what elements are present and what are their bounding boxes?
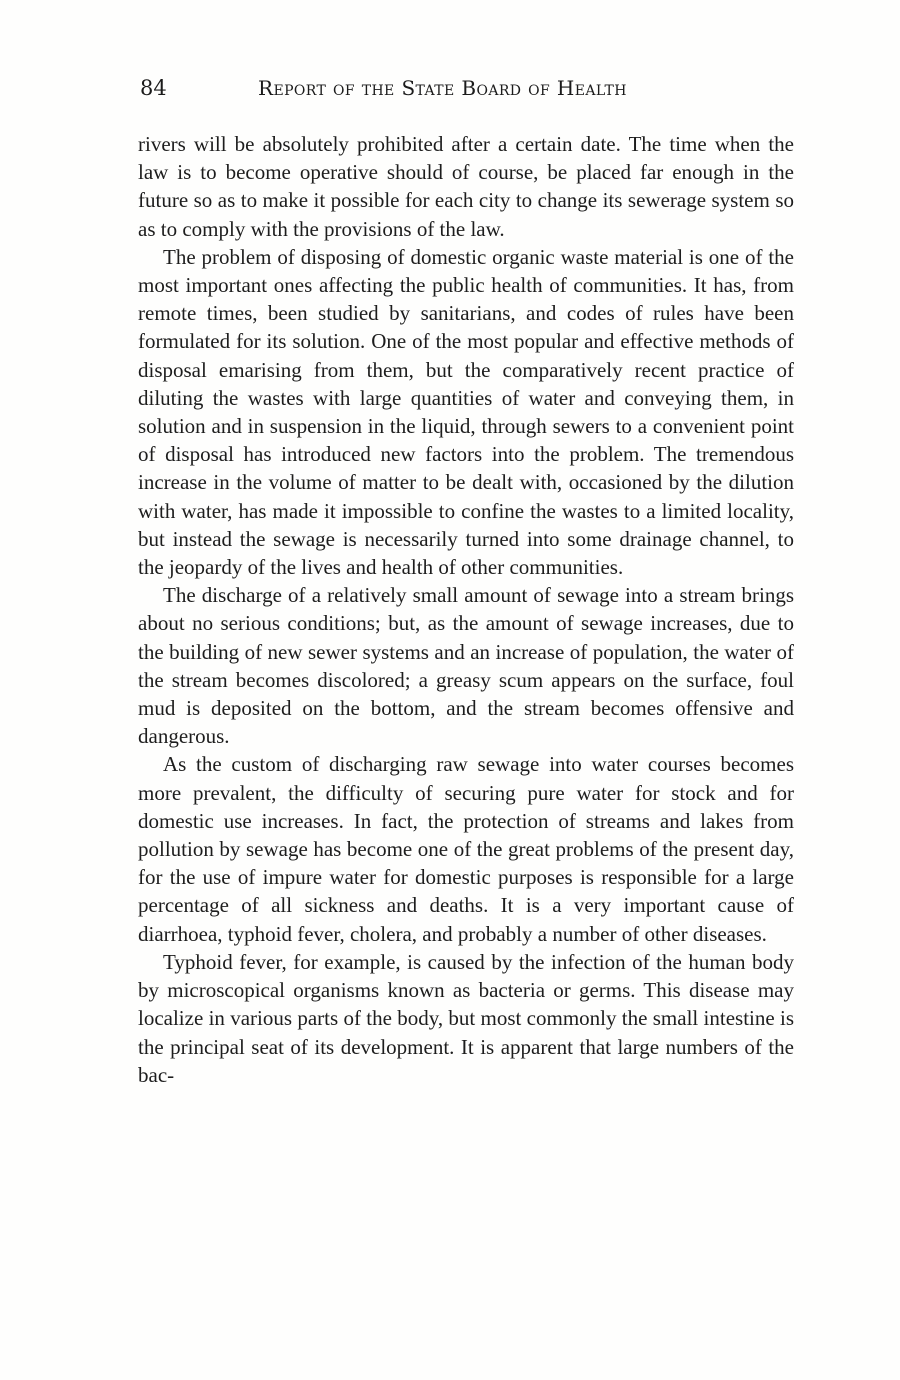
running-title: Report of the State Board of Health <box>258 76 627 100</box>
paragraph-3: The discharge of a relatively small amount of sewage into a stream brings about no serious conditions; but, as the amount of sewage increases, due to the building of new sewer systems and an increase of population, the water of the stream becomes discolored; a greasy scum appears on the surface, foul mud is deposited on the bottom, and the stream becomes offensive and dangerous. <box>138 583 794 749</box>
paragraph-4: As the custom of discharging raw sewage into water courses becomes more prevalent, the difficulty of securing pure water for stock and for domestic use increases. In fact, the protection of streams and lakes from pollution by sewage has become one of the great problems of the present day, for the use of impure water for domestic purposes is responsible for a large percentage of all sickness and deaths. It is a very important cause of diarrhoea, typhoid fever, cholera, and probably a number of other diseases. <box>138 752 794 946</box>
body-text <box>138 130 794 1089</box>
paragraph-1: rivers will be absolutely prohibited after a certain date. The time when the law is to become operative should of course, be placed far enough in the future so as to make it possible for each city to change its sewerage system so as to comply with the provisions of the law. <box>138 132 794 241</box>
paragraph-5: Typhoid fever, for example, is caused by the infection of the human body by microscopical organisms known as bacteria or germs. This disease may localize in various parts of the body, but most commonly the small intestine is the principal seat of its development. It is apparent that large numbers of the bac- <box>138 949 794 1087</box>
page-number: 84 <box>140 76 167 100</box>
page-header <box>140 74 795 104</box>
paragraph-2: The problem of disposing of domestic organic waste material is one of the most important ones affecting the public health of communities. It has, from remote times, been studied by sanitarians, and codes of rules have been formulated for its solution. One of the most popular and effective methods of disposal emarising from them, but the comparatively recent practice of diluting the wastes with large quantities of water and conveying them, in solution and in suspension in the liquid, through sewers to a convenient point of disposal has introduced new factors into the problem. The tremendous increase in the volume of matter to be dealt with, occasioned by the dilution with water, has made it impossible to confine the wastes to a limited locality, but instead the sewage is necessarily turned into some drainage channel, to the jeopardy of the lives and health of other communities. <box>138 244 794 580</box>
